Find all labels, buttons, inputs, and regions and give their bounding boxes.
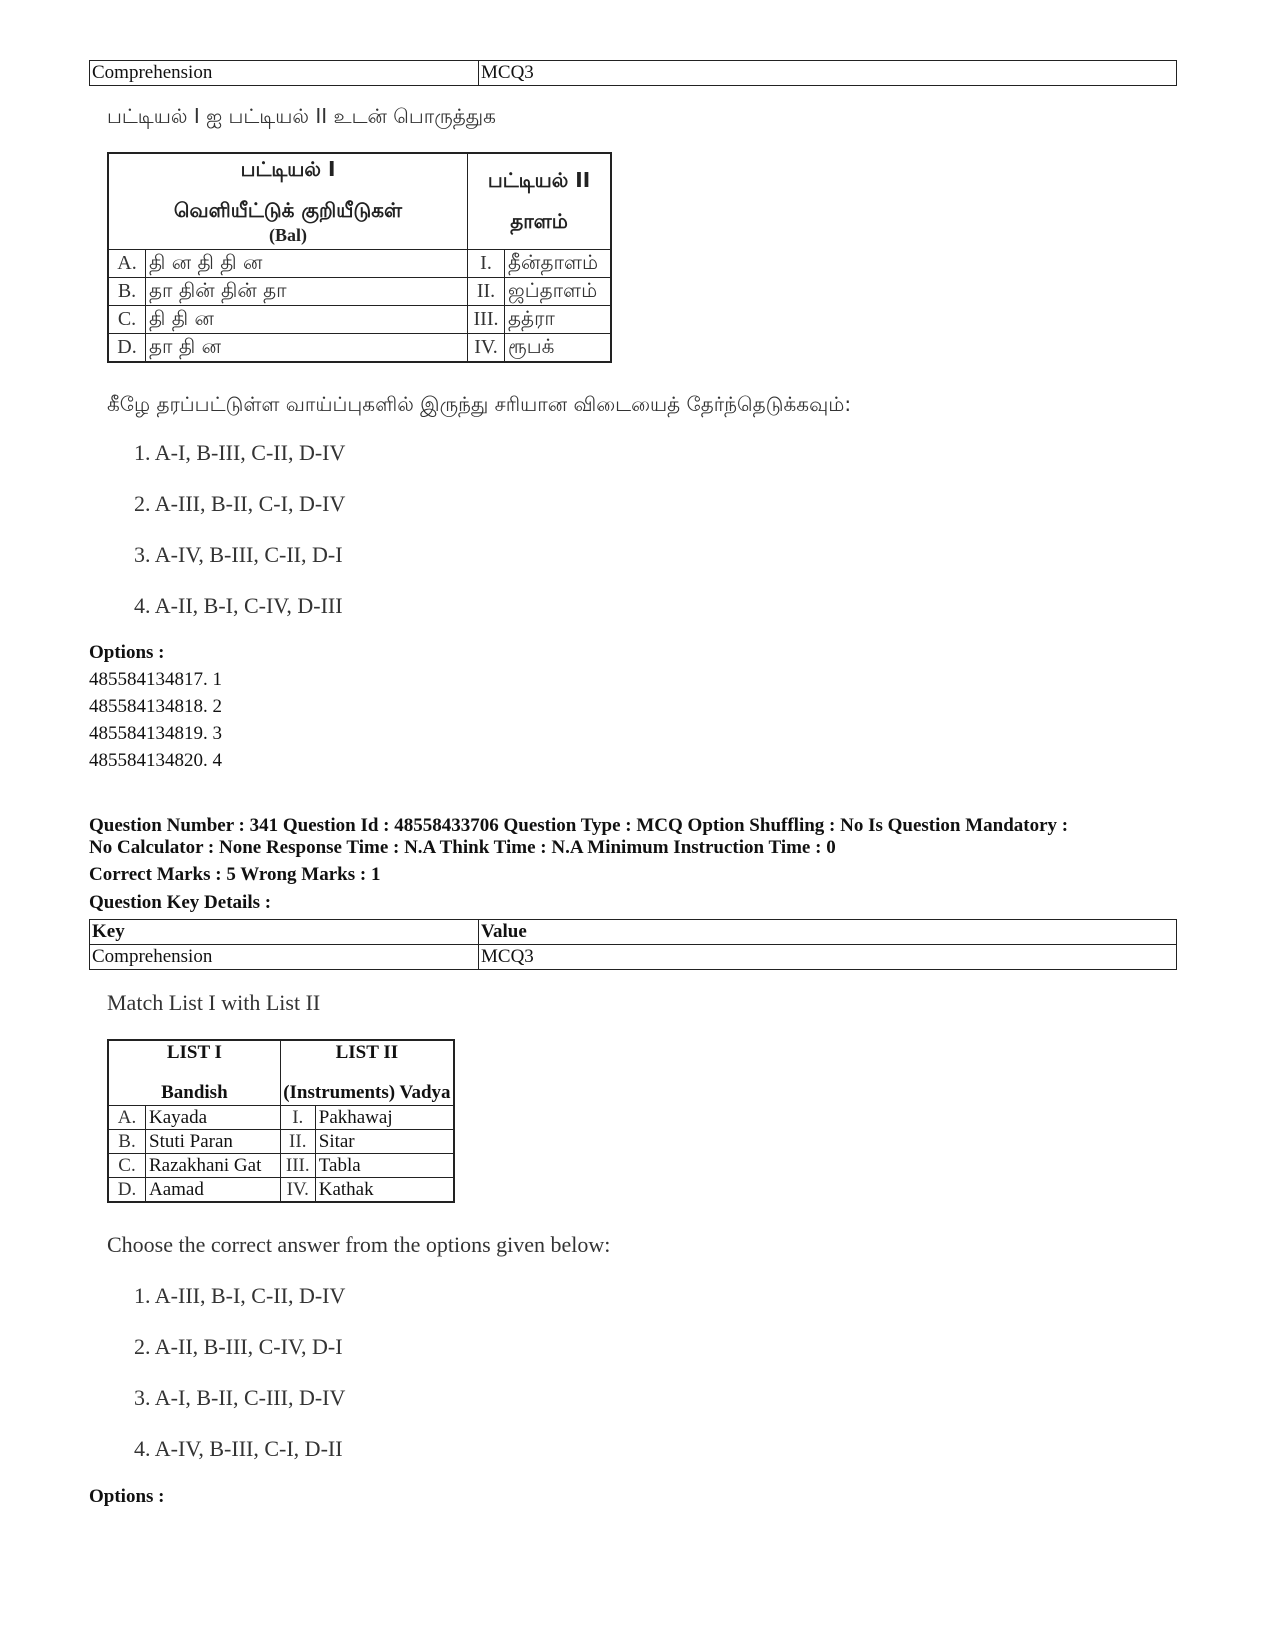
row-left: Stuti Paran [146,1130,281,1154]
list1-header: LIST I [166,1042,222,1063]
table-row [108,1154,454,1178]
key-cell: Comprehension [90,945,479,970]
value-header: Value [479,920,1177,945]
row-numeral: III. [468,306,505,334]
table-row [108,250,611,278]
table-header-row [90,920,1177,945]
q1-options-label: Options : [89,642,165,663]
row-numeral: IV. [468,334,505,363]
q1-choice-3: 3. A-IV, B-III, C-II, D-I [134,542,343,567]
q1-choice-2: 2. A-III, B-II, C-I, D-IV [134,491,346,516]
row-letter: D. [108,1178,146,1203]
q2-options-label: Options : [89,1486,165,1507]
row-right: Kathak [315,1178,454,1203]
table-row [108,1130,454,1154]
q2-choice-3: 3. A-I, B-II, C-III, D-IV [134,1385,346,1410]
q2-prompt: Choose the correct answer from the options given below: [107,1232,611,1257]
row-left: தா தின் தின் தா [146,278,468,306]
list1-header-cell [108,153,468,250]
row-letter: B. [108,1130,146,1154]
q2-meta-line1: Question Number : 341 Question Id : 48558433706 Question Type : MCQ Option Shuffling : No Is Question Mandatory : [89,815,1069,836]
list1-subheader2: (Bal) [269,225,307,245]
q2-key-table [89,919,1177,970]
row-left: Razakhani Gat [146,1154,281,1178]
table-row [108,1178,454,1203]
q2-meta-line2: No Calculator : None Response Time : N.A Think Time : N.A Minimum Instruction Time : 0 [89,837,836,858]
row-right: ஜப்தாளம் [505,278,611,306]
q2-instruction: Match List I with List II [107,990,321,1015]
row-right: Sitar [315,1130,454,1154]
list2-subheader: தாளம் [510,208,568,233]
row-letter: C. [108,306,146,334]
q2-key-details-label: Question Key Details : [89,892,272,913]
list2-header: பட்டியல் II [487,167,591,192]
value-cell: MCQ3 [479,61,1177,86]
table-header-row [108,1040,454,1106]
table-row [90,61,1177,86]
row-left: தி தி ன [146,306,468,334]
q2-match-table [107,1039,455,1203]
row-letter: B. [108,278,146,306]
table-row [108,278,611,306]
key-cell: Comprehension [90,61,479,86]
list2-header-cell [468,153,611,250]
row-right: Tabla [315,1154,454,1178]
row-right: தீன்தாளம் [505,250,611,278]
table-row [108,334,611,363]
row-left: தி ன தி தி ன [146,250,468,278]
q1-option-3: 485584134819. 3 [89,723,222,744]
row-letter: D. [108,334,146,363]
list2-header: LIST II [335,1042,399,1063]
value-cell: MCQ3 [479,945,1177,970]
q2-choice-2: 2. A-II, B-III, C-IV, D-I [134,1334,343,1359]
row-numeral: IV. [280,1178,315,1203]
q2-marks: Correct Marks : 5 Wrong Marks : 1 [89,864,381,885]
row-left: Aamad [146,1178,281,1203]
list2-subheader: (Instruments) Vadya [283,1082,451,1103]
row-letter: A. [108,250,146,278]
list1-subheader: வெளியீட்டுக் குறியீடுகள் [173,198,403,222]
q1-option-1: 485584134817. 1 [89,669,222,690]
q1-instruction: பட்டியல் I ஐ பட்டியல் II உடன் பொருத்துக [107,104,496,128]
row-numeral: II. [280,1130,315,1154]
q1-prompt: கீழே தரப்பட்டுள்ள வாய்ப்புகளில் இருந்து சரியான விடையைத் தேர்ந்தெடுக்கவும்: [107,392,852,416]
row-numeral: I. [468,250,505,278]
table-row [90,945,1177,970]
row-numeral: II. [468,278,505,306]
q1-choice-4: 4. A-II, B-I, C-IV, D-III [134,593,343,618]
list1-header-cell [108,1040,280,1106]
top-key-table [89,60,1177,86]
table-row [108,306,611,334]
row-numeral: III. [280,1154,315,1178]
q1-option-4: 485584134820. 4 [89,750,222,771]
q1-option-2: 485584134818. 2 [89,696,222,717]
row-left: Kayada [146,1106,281,1130]
row-letter: C. [108,1154,146,1178]
row-numeral: I. [280,1106,315,1130]
table-row [108,1106,454,1130]
list1-subheader: Bandish [161,1082,228,1103]
q2-choice-1: 1. A-III, B-I, C-II, D-IV [134,1283,346,1308]
list1-header: பட்டியல் I [240,157,336,181]
q2-choice-4: 4. A-IV, B-III, C-I, D-II [134,1436,343,1461]
table-header-row [108,153,611,250]
key-header: Key [90,920,479,945]
row-right: தத்ரா [505,306,611,334]
list2-header-cell [280,1040,454,1106]
row-letter: A. [108,1106,146,1130]
row-right: ரூபக் [505,334,611,363]
row-left: தா தி ன [146,334,468,363]
q1-choice-1: 1. A-I, B-III, C-II, D-IV [134,440,346,465]
q1-match-table [107,152,612,363]
row-right: Pakhawaj [315,1106,454,1130]
